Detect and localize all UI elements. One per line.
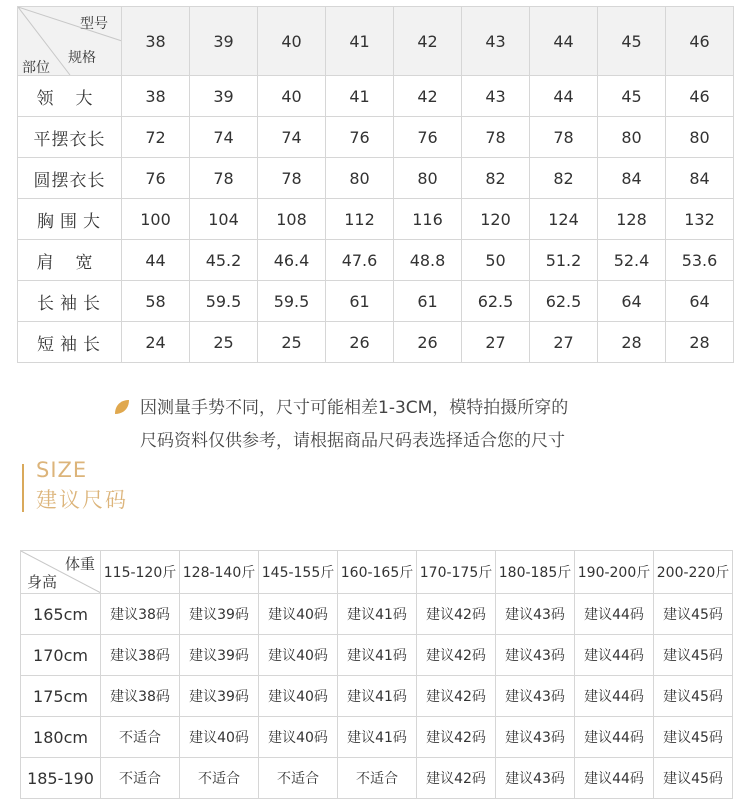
spec-row-label: 长袖长 bbox=[18, 281, 122, 322]
spec-row-label: 短袖长 bbox=[18, 322, 122, 363]
spec-body bbox=[18, 76, 734, 363]
spec-header-row bbox=[18, 7, 734, 76]
rec-cell: 不适合 bbox=[101, 717, 180, 758]
size-header: 41 bbox=[326, 7, 394, 76]
spec-cell: 27 bbox=[462, 322, 530, 363]
spec-cell: 41 bbox=[326, 76, 394, 117]
size-header: 44 bbox=[530, 7, 598, 76]
rec-cell: 不适合 bbox=[180, 758, 259, 799]
spec-cell: 76 bbox=[122, 158, 190, 199]
spec-cell: 46.4 bbox=[258, 240, 326, 281]
size-header: 40 bbox=[258, 7, 326, 76]
spec-cell: 27 bbox=[530, 322, 598, 363]
rec-cell: 建议39码 bbox=[180, 635, 259, 676]
spec-row bbox=[18, 281, 734, 322]
spec-cell: 44 bbox=[530, 76, 598, 117]
rec-corner-cell bbox=[21, 551, 101, 594]
spec-row-label: 圆摆衣长 bbox=[18, 158, 122, 199]
spec-row-label: 胸围大 bbox=[18, 199, 122, 240]
rec-cell: 建议38码 bbox=[101, 676, 180, 717]
rec-cell: 建议45码 bbox=[654, 635, 733, 676]
rec-cell: 建议38码 bbox=[101, 635, 180, 676]
rec-cell: 建议39码 bbox=[180, 594, 259, 635]
corner-weight-label: 体重 bbox=[65, 555, 96, 573]
spec-cell: 76 bbox=[394, 117, 462, 158]
rec-cell: 建议44码 bbox=[575, 635, 654, 676]
spec-corner-cell bbox=[18, 7, 122, 76]
rec-cell: 建议45码 bbox=[654, 717, 733, 758]
spec-cell: 44 bbox=[122, 240, 190, 281]
rec-height-label: 170cm bbox=[21, 635, 101, 676]
rec-header-row bbox=[21, 551, 733, 594]
spec-cell: 39 bbox=[190, 76, 258, 117]
spec-cell: 42 bbox=[394, 76, 462, 117]
rec-height-label: 180cm bbox=[21, 717, 101, 758]
spec-cell: 74 bbox=[258, 117, 326, 158]
rec-cell: 建议43码 bbox=[496, 676, 575, 717]
rec-cell: 建议45码 bbox=[654, 758, 733, 799]
spec-cell: 50 bbox=[462, 240, 530, 281]
spec-cell: 62.5 bbox=[530, 281, 598, 322]
rec-body bbox=[21, 594, 733, 799]
rec-cell: 建议44码 bbox=[575, 676, 654, 717]
weight-header: 115-120斤 bbox=[101, 551, 180, 594]
spec-row bbox=[18, 158, 734, 199]
corner-model-label: 型号 bbox=[80, 16, 108, 32]
spec-cell: 80 bbox=[394, 158, 462, 199]
rec-cell: 建议43码 bbox=[496, 635, 575, 676]
spec-cell: 28 bbox=[666, 322, 734, 363]
spec-row-label: 平摆衣长 bbox=[18, 117, 122, 158]
spec-cell: 52.4 bbox=[598, 240, 666, 281]
rec-height-label: 165cm bbox=[21, 594, 101, 635]
rec-cell: 建议44码 bbox=[575, 594, 654, 635]
spec-cell: 76 bbox=[326, 117, 394, 158]
spec-cell: 45 bbox=[598, 76, 666, 117]
rec-cell: 建议45码 bbox=[654, 594, 733, 635]
weight-header: 180-185斤 bbox=[496, 551, 575, 594]
weight-header: 200-220斤 bbox=[654, 551, 733, 594]
spec-cell: 62.5 bbox=[462, 281, 530, 322]
rec-row bbox=[21, 758, 733, 799]
spec-row bbox=[18, 240, 734, 281]
spec-cell: 45.2 bbox=[190, 240, 258, 281]
spec-cell: 25 bbox=[258, 322, 326, 363]
spec-cell: 108 bbox=[258, 199, 326, 240]
rec-row bbox=[21, 635, 733, 676]
spec-row-label: 肩宽 bbox=[18, 240, 122, 281]
spec-row bbox=[18, 76, 734, 117]
weight-header: 190-200斤 bbox=[575, 551, 654, 594]
rec-cell: 建议41码 bbox=[338, 676, 417, 717]
rec-height-label: 185-190 bbox=[21, 758, 101, 799]
rec-row bbox=[21, 594, 733, 635]
rec-cell: 建议43码 bbox=[496, 594, 575, 635]
note-line-2: 尺码资料仅供参考，请根据商品尺码表选择适合您的尺寸 bbox=[140, 431, 565, 451]
leaf-icon bbox=[112, 397, 132, 417]
spec-cell: 64 bbox=[666, 281, 734, 322]
rec-cell: 不适合 bbox=[338, 758, 417, 799]
size-header: 43 bbox=[462, 7, 530, 76]
rec-cell: 建议44码 bbox=[575, 758, 654, 799]
rec-cell: 建议42码 bbox=[417, 594, 496, 635]
spec-cell: 84 bbox=[598, 158, 666, 199]
rec-cell: 建议42码 bbox=[417, 717, 496, 758]
size-header: 45 bbox=[598, 7, 666, 76]
spec-cell: 28 bbox=[598, 322, 666, 363]
rec-cell: 建议40码 bbox=[259, 717, 338, 758]
spec-cell: 53.6 bbox=[666, 240, 734, 281]
rec-row bbox=[21, 676, 733, 717]
size-title-zh: 建议尺码 bbox=[36, 488, 128, 512]
spec-cell: 78 bbox=[190, 158, 258, 199]
spec-cell: 78 bbox=[530, 117, 598, 158]
spec-cell: 25 bbox=[190, 322, 258, 363]
spec-cell: 59.5 bbox=[258, 281, 326, 322]
corner-spec-label: 规格 bbox=[68, 50, 96, 66]
spec-cell: 59.5 bbox=[190, 281, 258, 322]
rec-cell: 不适合 bbox=[259, 758, 338, 799]
size-spec-table bbox=[17, 6, 734, 363]
spec-cell: 64 bbox=[598, 281, 666, 322]
spec-cell: 112 bbox=[326, 199, 394, 240]
spec-cell: 47.6 bbox=[326, 240, 394, 281]
spec-cell: 104 bbox=[190, 199, 258, 240]
spec-cell: 100 bbox=[122, 199, 190, 240]
rec-cell: 建议43码 bbox=[496, 717, 575, 758]
spec-cell: 40 bbox=[258, 76, 326, 117]
measurement-note bbox=[112, 392, 672, 458]
spec-row-label: 领大 bbox=[18, 76, 122, 117]
rec-cell: 建议42码 bbox=[417, 635, 496, 676]
size-header: 42 bbox=[394, 7, 462, 76]
spec-cell: 26 bbox=[326, 322, 394, 363]
weight-header: 170-175斤 bbox=[417, 551, 496, 594]
rec-cell: 建议41码 bbox=[338, 717, 417, 758]
spec-cell: 72 bbox=[122, 117, 190, 158]
size-header: 46 bbox=[666, 7, 734, 76]
size-header: 38 bbox=[122, 7, 190, 76]
rec-height-label: 175cm bbox=[21, 676, 101, 717]
rec-row bbox=[21, 717, 733, 758]
spec-cell: 74 bbox=[190, 117, 258, 158]
size-title-en: SIZE bbox=[36, 458, 88, 482]
spec-cell: 46 bbox=[666, 76, 734, 117]
rec-cell: 建议42码 bbox=[417, 758, 496, 799]
spec-cell: 80 bbox=[666, 117, 734, 158]
spec-cell: 120 bbox=[462, 199, 530, 240]
spec-cell: 38 bbox=[122, 76, 190, 117]
spec-cell: 24 bbox=[122, 322, 190, 363]
rec-cell: 建议38码 bbox=[101, 594, 180, 635]
rec-cell: 建议40码 bbox=[180, 717, 259, 758]
spec-cell: 58 bbox=[122, 281, 190, 322]
spec-cell: 84 bbox=[666, 158, 734, 199]
corner-part-label: 部位 bbox=[22, 60, 50, 76]
rec-cell: 建议40码 bbox=[259, 594, 338, 635]
rec-cell: 建议39码 bbox=[180, 676, 259, 717]
spec-cell: 128 bbox=[598, 199, 666, 240]
spec-cell: 78 bbox=[462, 117, 530, 158]
spec-cell: 26 bbox=[394, 322, 462, 363]
rec-cell: 建议42码 bbox=[417, 676, 496, 717]
spec-cell: 80 bbox=[598, 117, 666, 158]
rec-cell: 建议40码 bbox=[259, 635, 338, 676]
rec-cell: 建议40码 bbox=[259, 676, 338, 717]
spec-cell: 43 bbox=[462, 76, 530, 117]
spec-row bbox=[18, 199, 734, 240]
weight-header: 160-165斤 bbox=[338, 551, 417, 594]
weight-header: 128-140斤 bbox=[180, 551, 259, 594]
spec-cell: 61 bbox=[394, 281, 462, 322]
spec-cell: 116 bbox=[394, 199, 462, 240]
spec-cell: 80 bbox=[326, 158, 394, 199]
spec-cell: 51.2 bbox=[530, 240, 598, 281]
title-accent-bar bbox=[22, 464, 24, 512]
spec-cell: 82 bbox=[530, 158, 598, 199]
size-header: 39 bbox=[190, 7, 258, 76]
rec-cell: 建议41码 bbox=[338, 635, 417, 676]
spec-row bbox=[18, 117, 734, 158]
spec-cell: 48.8 bbox=[394, 240, 462, 281]
rec-cell: 建议43码 bbox=[496, 758, 575, 799]
corner-height-label: 身高 bbox=[27, 573, 58, 591]
rec-cell: 建议44码 bbox=[575, 717, 654, 758]
rec-cell: 不适合 bbox=[101, 758, 180, 799]
spec-cell: 124 bbox=[530, 199, 598, 240]
size-recommendation-table bbox=[20, 550, 733, 799]
spec-cell: 82 bbox=[462, 158, 530, 199]
spec-row bbox=[18, 322, 734, 363]
rec-cell: 建议41码 bbox=[338, 594, 417, 635]
rec-cell: 建议45码 bbox=[654, 676, 733, 717]
spec-cell: 78 bbox=[258, 158, 326, 199]
spec-cell: 132 bbox=[666, 199, 734, 240]
weight-header: 145-155斤 bbox=[259, 551, 338, 594]
note-line-1: 因测量手势不同，尺寸可能相差1-3CM，模特拍摄所穿的 bbox=[140, 398, 569, 418]
spec-cell: 61 bbox=[326, 281, 394, 322]
